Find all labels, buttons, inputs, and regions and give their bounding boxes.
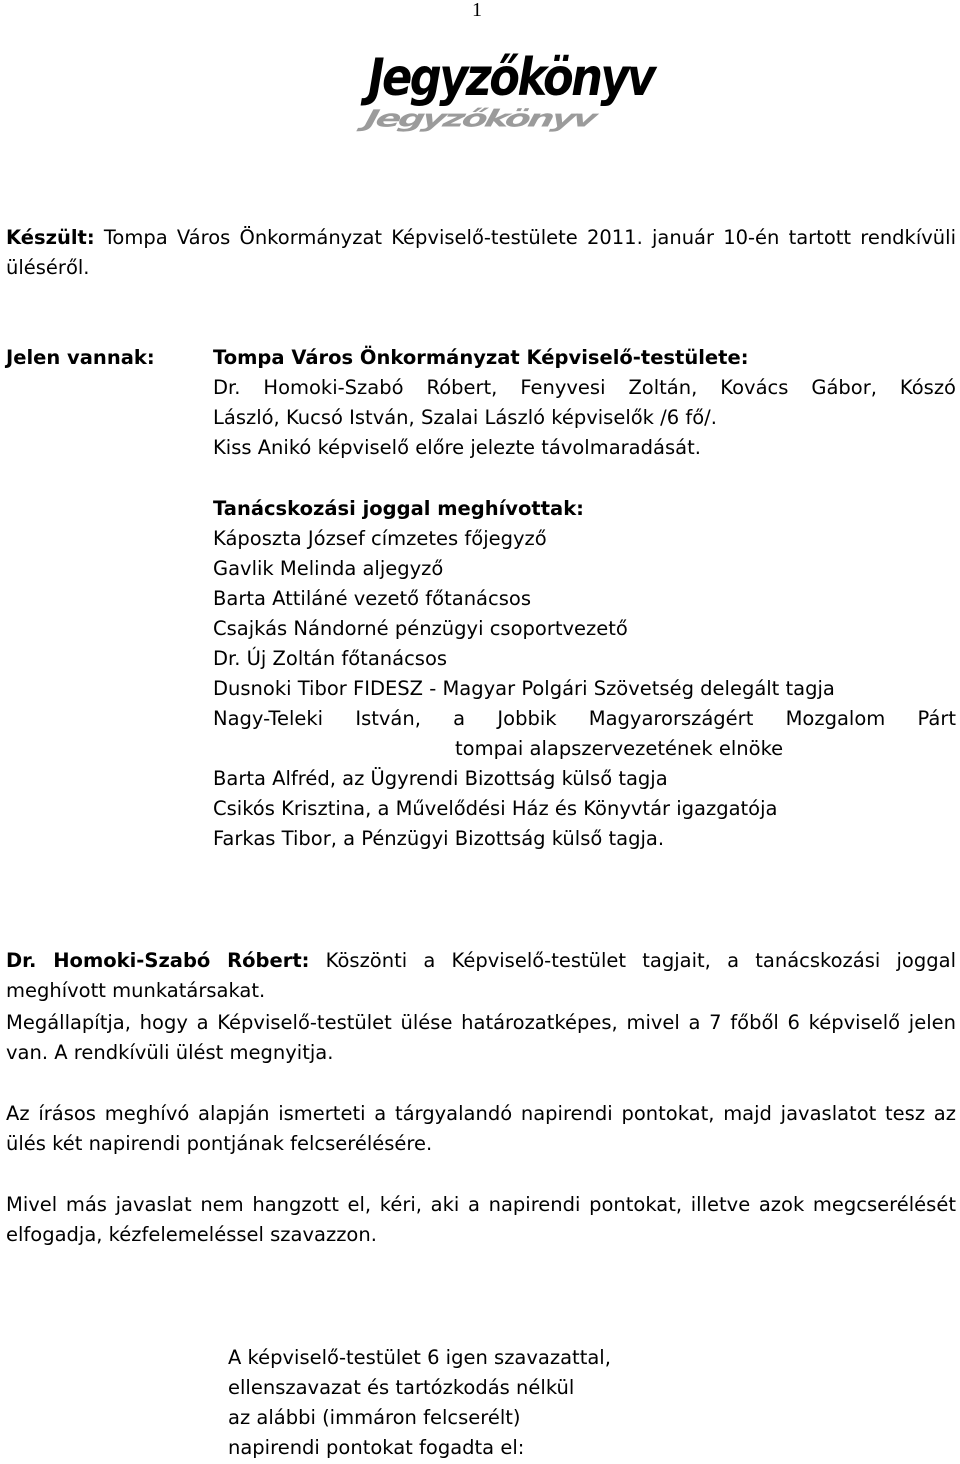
vote-call-paragraph: Mivel más javaslat nem hangzott el, kéri, aki a napirendi pontokat, illetve azok megcserélését elfogadja, kézfelemeléssel szavazzon. [6,1193,956,1246]
members-line: Dr. Homoki-Szabó Róbert, Fenyvesi Zoltán, Kovács Gábor, Kószó [213,376,956,399]
agenda-paragraph: Az írásos meghívó alapján ismerteti a tárgyalandó napirendi pontokat, majd javaslatot tesz az ülés két napirendi pontjának felcserélésére. [6,1102,956,1155]
invited-item: Nagy-Teleki István, a Jobbik Magyarországért Mozgalom Párt [213,707,956,730]
resolution-line: A képviselő-testület 6 igen szavazattal, [228,1346,611,1369]
invited-item-continuation: tompai alapszervezetének elnöke [455,737,784,760]
resolution-line: napirendi pontokat fogadta el: [228,1436,525,1459]
invited-item: Dusnoki Tibor FIDESZ - Magyar Polgári Szövetség delegált tagja [213,677,835,700]
resolution-block [228,1343,928,1463]
absent-note: Kiss Anikó képviselő előre jelezte távolmaradását. [213,436,701,459]
greeting-paragraph [6,946,956,1006]
attendees-section [213,343,956,463]
prepared-label: Készült: [6,226,95,249]
prepared-paragraph [6,223,956,283]
speaker-name: Dr. Homoki-Szabó Róbert: [6,949,310,972]
document-title: Jegyzőkönyv [368,48,654,108]
invited-item: Farkas Tibor, a Pénzügyi Bizottság külső tagja. [213,827,665,850]
invited-item: Káposzta József címzetes főjegyző [213,527,547,550]
attendees-label: Jelen vannak: [6,346,155,369]
invited-item: Barta Attiláné vezető főtanácsos [213,587,531,610]
prepared-text: Tompa Város Önkormányzat Képviselő-testülete 2011. január 10-én tartott rendkívüli üléséről. [6,226,956,279]
invited-section [213,494,956,854]
invited-item: Csajkás Nándorné pénzügyi csoportvezető [213,617,628,640]
invited-heading: Tanácskozási joggal meghívottak: [213,497,584,520]
resolution-line: ellenszavazat és tartózkodás nélkül [228,1376,575,1399]
invited-item: Dr. Új Zoltán főtanácsos [213,647,448,670]
council-heading: Tompa Város Önkormányzat Képviselő-testülete: [213,346,749,369]
greeting-text: Köszönti a Képviselő-testület tagjait, a tanácskozási joggal meghívott munkatársakat. [6,949,956,1002]
page-number: 1 [472,0,482,21]
invited-item: Barta Alfréd, az Ügyrendi Bizottság külső tagja [213,767,668,790]
document-title-logo [362,44,668,134]
members-line: László, Kucsó István, Szalai László képviselők /6 fő/. [213,406,717,429]
resolution-line: az alábbi (immáron felcserélt) [228,1406,521,1429]
quorum-paragraph: Megállapítja, hogy a Képviselő-testület ülése határozatképes, mivel a 7 főből 6 képviselő jelen van. A rendkívüli ülést megnyitja. [6,1011,956,1064]
invited-item: Gavlik Melinda aljegyző [213,557,444,580]
invited-item: Csikós Krisztina, a Művelődési Ház és Könyvtár igazgatója [213,797,778,820]
document-title-reflection: Jegyzőkönyv [362,104,598,133]
